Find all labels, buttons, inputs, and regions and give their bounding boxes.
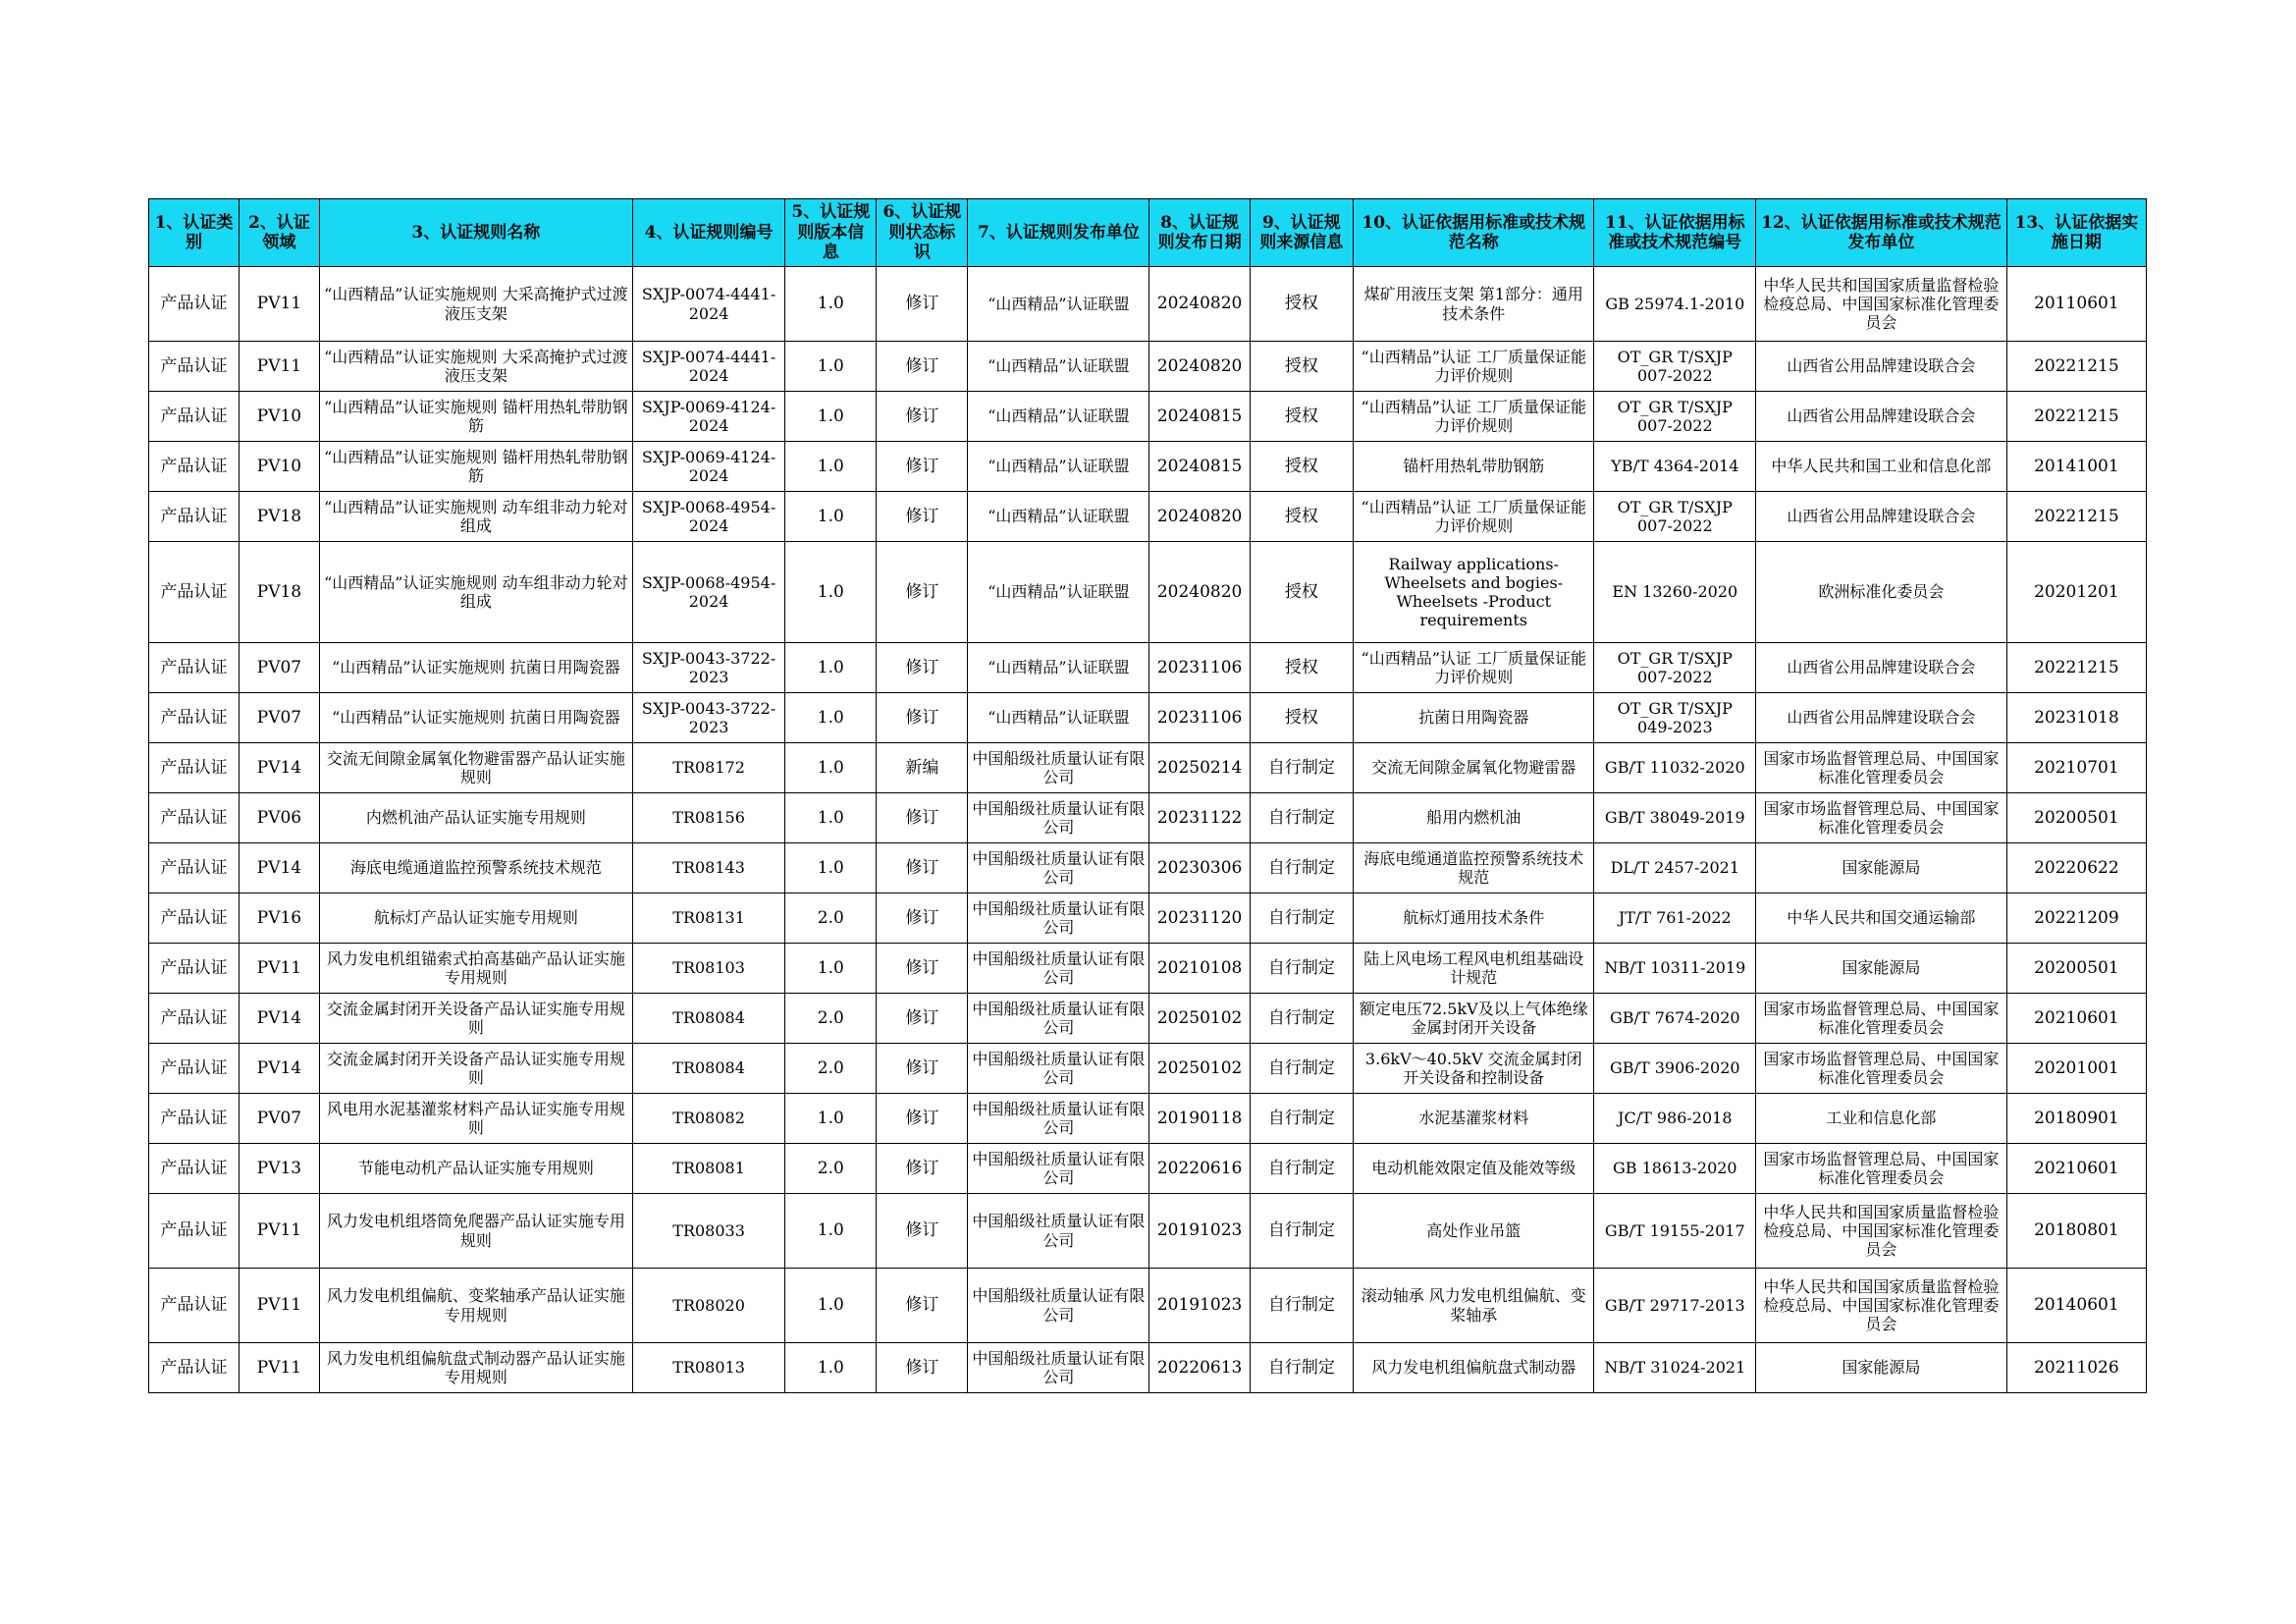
rule-code-cell: SXJP-0074-4441-2024 — [632, 267, 784, 342]
cert-type-cell: 产品认证 — [149, 492, 240, 542]
rule-status-cell: 修订 — [877, 944, 968, 994]
publish-date-cell: 20190118 — [1149, 1094, 1250, 1144]
standard-code-cell: EN 13260-2020 — [1594, 542, 1756, 643]
standard-code-cell: GB/T 19155-2017 — [1594, 1194, 1756, 1269]
cert-type-cell: 产品认证 — [149, 1094, 240, 1144]
cert-type-cell: 产品认证 — [149, 392, 240, 442]
rule-code-cell: TR08131 — [632, 893, 784, 944]
rule-status-cell: 修订 — [877, 442, 968, 492]
effective-date-cell: 20201001 — [2006, 1044, 2146, 1094]
publisher-cell: “山西精品”认证联盟 — [968, 267, 1149, 342]
cert-type-cell: 产品认证 — [149, 442, 240, 492]
standard-name-cell: 航标灯通用技术条件 — [1354, 893, 1594, 944]
standard-name-cell: “山西精品”认证 工厂质量保证能力评价规则 — [1354, 643, 1594, 693]
standard-name-cell: 3.6kV～40.5kV 交流金属封闭开关设备和控制设备 — [1354, 1044, 1594, 1094]
cert-field-cell: PV13 — [240, 1144, 320, 1194]
publish-date-cell: 20191023 — [1149, 1269, 1250, 1343]
rule-name-cell: 风力发电机组偏航盘式制动器产品认证实施专用规则 — [319, 1343, 632, 1393]
rule-status-cell: 修订 — [877, 542, 968, 643]
standard-name-cell: “山西精品”认证 工厂质量保证能力评价规则 — [1354, 342, 1594, 392]
publisher-cell: 中国船级社质量认证有限公司 — [968, 743, 1149, 793]
table-body — [149, 267, 2147, 1393]
rule-version-cell: 1.0 — [785, 693, 877, 743]
standard-code-cell: OT_GR T/SXJP 007-2022 — [1594, 643, 1756, 693]
cert-type-cell: 产品认证 — [149, 643, 240, 693]
source-info-cell: 授权 — [1250, 693, 1353, 743]
publish-date-cell: 20250102 — [1149, 1044, 1250, 1094]
cert-field-cell: PV18 — [240, 492, 320, 542]
rule-code-cell: TR08172 — [632, 743, 784, 793]
standard-name-cell: “山西精品”认证 工厂质量保证能力评价规则 — [1354, 392, 1594, 442]
cert-field-cell: PV10 — [240, 392, 320, 442]
effective-date-cell: 20221215 — [2006, 342, 2146, 392]
source-info-cell: 自行制定 — [1250, 793, 1353, 843]
rule-code-cell: TR08082 — [632, 1094, 784, 1144]
rule-version-cell: 2.0 — [785, 1044, 877, 1094]
rule-code-cell: SXJP-0074-4441-2024 — [632, 342, 784, 392]
rule-name-cell: “山西精品”认证实施规则 动车组非动力轮对组成 — [319, 492, 632, 542]
effective-date-cell: 20211026 — [2006, 1343, 2146, 1393]
standard-name-cell: 抗菌日用陶瓷器 — [1354, 693, 1594, 743]
standard-publisher-cell: 国家能源局 — [1756, 843, 2007, 893]
rule-code-cell: SXJP-0043-3722-2023 — [632, 693, 784, 743]
publisher-cell: “山西精品”认证联盟 — [968, 342, 1149, 392]
standard-code-cell: GB/T 3906-2020 — [1594, 1044, 1756, 1094]
standard-name-cell: 水泥基灌浆材料 — [1354, 1094, 1594, 1144]
table-row — [149, 743, 2147, 793]
publisher-cell: 中国船级社质量认证有限公司 — [968, 994, 1149, 1044]
rule-name-cell: “山西精品”认证实施规则 抗菌日用陶瓷器 — [319, 693, 632, 743]
source-info-cell: 自行制定 — [1250, 893, 1353, 944]
standard-publisher-cell: 中华人民共和国国家质量监督检验检疫总局、中国国家标准化管理委员会 — [1756, 1269, 2007, 1343]
header-cell: 8、认证规则发布日期 — [1149, 199, 1250, 267]
effective-date-cell: 20180801 — [2006, 1194, 2146, 1269]
source-info-cell: 自行制定 — [1250, 1144, 1353, 1194]
publish-date-cell: 20240815 — [1149, 392, 1250, 442]
publisher-cell: 中国船级社质量认证有限公司 — [968, 793, 1149, 843]
publish-date-cell: 20230306 — [1149, 843, 1250, 893]
source-info-cell: 自行制定 — [1250, 1269, 1353, 1343]
cert-type-cell: 产品认证 — [149, 1269, 240, 1343]
cert-field-cell: PV11 — [240, 1194, 320, 1269]
table-row — [149, 1094, 2147, 1144]
cert-type-cell: 产品认证 — [149, 793, 240, 843]
cert-field-cell: PV11 — [240, 1343, 320, 1393]
cert-field-cell: PV11 — [240, 342, 320, 392]
standard-publisher-cell: 国家市场监督管理总局、中国国家标准化管理委员会 — [1756, 793, 2007, 843]
standard-publisher-cell: 中华人民共和国国家质量监督检验检疫总局、中国国家标准化管理委员会 — [1756, 267, 2007, 342]
cert-type-cell: 产品认证 — [149, 267, 240, 342]
standard-publisher-cell: 山西省公用品牌建设联合会 — [1756, 643, 2007, 693]
effective-date-cell: 20221215 — [2006, 643, 2146, 693]
rule-name-cell: 节能电动机产品认证实施专用规则 — [319, 1144, 632, 1194]
cert-type-cell: 产品认证 — [149, 994, 240, 1044]
cert-type-cell: 产品认证 — [149, 1343, 240, 1393]
effective-date-cell: 20221215 — [2006, 392, 2146, 442]
cert-field-cell: PV07 — [240, 1094, 320, 1144]
rule-name-cell: 风力发电机组偏航、变桨轴承产品认证实施专用规则 — [319, 1269, 632, 1343]
rule-status-cell: 修订 — [877, 392, 968, 442]
rule-name-cell: “山西精品”认证实施规则 抗菌日用陶瓷器 — [319, 643, 632, 693]
standard-name-cell: “山西精品”认证 工厂质量保证能力评价规则 — [1354, 492, 1594, 542]
source-info-cell: 授权 — [1250, 442, 1353, 492]
source-info-cell: 授权 — [1250, 492, 1353, 542]
effective-date-cell: 20221215 — [2006, 492, 2146, 542]
publisher-cell: 中国船级社质量认证有限公司 — [968, 1343, 1149, 1393]
rule-code-cell: TR08156 — [632, 793, 784, 843]
cert-field-cell: PV06 — [240, 793, 320, 843]
rule-status-cell: 修订 — [877, 1194, 968, 1269]
rule-status-cell: 修订 — [877, 893, 968, 944]
standard-publisher-cell: 工业和信息化部 — [1756, 1094, 2007, 1144]
rule-status-cell: 新编 — [877, 743, 968, 793]
header-cell: 5、认证规则版本信息 — [785, 199, 877, 267]
effective-date-cell: 20231018 — [2006, 693, 2146, 743]
standard-code-cell: GB 25974.1-2010 — [1594, 267, 1756, 342]
effective-date-cell: 20210601 — [2006, 1144, 2146, 1194]
rule-version-cell: 1.0 — [785, 342, 877, 392]
rule-name-cell: “山西精品”认证实施规则 大采高掩护式过渡液压支架 — [319, 267, 632, 342]
rule-code-cell: TR08020 — [632, 1269, 784, 1343]
standard-name-cell: 风力发电机组偏航盘式制动器 — [1354, 1343, 1594, 1393]
standard-name-cell: 电动机能效限定值及能效等级 — [1354, 1144, 1594, 1194]
publisher-cell: 中国船级社质量认证有限公司 — [968, 893, 1149, 944]
rule-version-cell: 1.0 — [785, 267, 877, 342]
rule-name-cell: 海底电缆通道监控预警系统技术规范 — [319, 843, 632, 893]
table-row — [149, 492, 2147, 542]
standard-code-cell: NB/T 10311-2019 — [1594, 944, 1756, 994]
cert-type-cell: 产品认证 — [149, 542, 240, 643]
source-info-cell: 自行制定 — [1250, 743, 1353, 793]
rule-status-cell: 修订 — [877, 1044, 968, 1094]
source-info-cell: 自行制定 — [1250, 1343, 1353, 1393]
rule-version-cell: 1.0 — [785, 1194, 877, 1269]
cert-field-cell: PV16 — [240, 893, 320, 944]
publish-date-cell: 20231120 — [1149, 893, 1250, 944]
rule-status-cell: 修订 — [877, 1144, 968, 1194]
standard-publisher-cell: 欧洲标准化委员会 — [1756, 542, 2007, 643]
publisher-cell: 中国船级社质量认证有限公司 — [968, 1194, 1149, 1269]
standard-code-cell: JC/T 986-2018 — [1594, 1094, 1756, 1144]
rule-code-cell: SXJP-0069-4124-2024 — [632, 442, 784, 492]
rule-status-cell: 修订 — [877, 843, 968, 893]
publish-date-cell: 20231106 — [1149, 693, 1250, 743]
rule-name-cell: 交流金属封闭开关设备产品认证实施专用规则 — [319, 994, 632, 1044]
cert-type-cell: 产品认证 — [149, 693, 240, 743]
standard-publisher-cell: 国家市场监督管理总局、中国国家标准化管理委员会 — [1756, 1144, 2007, 1194]
rule-code-cell: SXJP-0069-4124-2024 — [632, 392, 784, 442]
cert-field-cell: PV14 — [240, 843, 320, 893]
standard-name-cell: 煤矿用液压支架 第1部分：通用技术条件 — [1354, 267, 1594, 342]
cert-field-cell: PV11 — [240, 944, 320, 994]
table-row — [149, 944, 2147, 994]
rule-version-cell: 1.0 — [785, 492, 877, 542]
standard-publisher-cell: 山西省公用品牌建设联合会 — [1756, 342, 2007, 392]
publish-date-cell: 20220613 — [1149, 1343, 1250, 1393]
effective-date-cell: 20141001 — [2006, 442, 2146, 492]
standard-code-cell: GB/T 7674-2020 — [1594, 994, 1756, 1044]
table-row — [149, 392, 2147, 442]
header-cell: 10、认证依据用标准或技术规范名称 — [1354, 199, 1594, 267]
table-row — [149, 1144, 2147, 1194]
source-info-cell: 自行制定 — [1250, 944, 1353, 994]
standard-code-cell: JT/T 761-2022 — [1594, 893, 1756, 944]
table-row — [149, 643, 2147, 693]
rule-version-cell: 1.0 — [785, 542, 877, 643]
cert-field-cell: PV14 — [240, 743, 320, 793]
table-row — [149, 1343, 2147, 1393]
source-info-cell: 自行制定 — [1250, 1094, 1353, 1144]
cert-field-cell: PV11 — [240, 267, 320, 342]
publisher-cell: “山西精品”认证联盟 — [968, 392, 1149, 442]
publish-date-cell: 20250102 — [1149, 994, 1250, 1044]
standard-code-cell: DL/T 2457-2021 — [1594, 843, 1756, 893]
rule-code-cell: TR08084 — [632, 1044, 784, 1094]
rule-name-cell: 交流金属封闭开关设备产品认证实施专用规则 — [319, 1044, 632, 1094]
rule-code-cell: TR08033 — [632, 1194, 784, 1269]
publisher-cell: 中国船级社质量认证有限公司 — [968, 843, 1149, 893]
cert-field-cell: PV07 — [240, 643, 320, 693]
publisher-cell: 中国船级社质量认证有限公司 — [968, 1269, 1149, 1343]
publish-date-cell: 20240820 — [1149, 342, 1250, 392]
source-info-cell: 授权 — [1250, 342, 1353, 392]
header-cell: 1、认证类别 — [149, 199, 240, 267]
effective-date-cell: 20200501 — [2006, 793, 2146, 843]
rule-name-cell: 风力发电机组塔筒免爬器产品认证实施专用规则 — [319, 1194, 632, 1269]
rule-name-cell: 内燃机油产品认证实施专用规则 — [319, 793, 632, 843]
source-info-cell: 自行制定 — [1250, 1044, 1353, 1094]
header-cell: 7、认证规则发布单位 — [968, 199, 1149, 267]
standard-code-cell: YB/T 4364-2014 — [1594, 442, 1756, 492]
rule-status-cell: 修订 — [877, 643, 968, 693]
header-cell: 2、认证领域 — [240, 199, 320, 267]
standard-code-cell: GB 18613-2020 — [1594, 1144, 1756, 1194]
standard-publisher-cell: 国家市场监督管理总局、中国国家标准化管理委员会 — [1756, 743, 2007, 793]
publisher-cell: “山西精品”认证联盟 — [968, 492, 1149, 542]
header-cell: 3、认证规则名称 — [319, 199, 632, 267]
cert-type-cell: 产品认证 — [149, 893, 240, 944]
cert-field-cell: PV18 — [240, 542, 320, 643]
standard-name-cell: 滚动轴承 风力发电机组偏航、变桨轴承 — [1354, 1269, 1594, 1343]
cert-type-cell: 产品认证 — [149, 1044, 240, 1094]
rule-code-cell: TR08084 — [632, 994, 784, 1044]
table-row — [149, 893, 2147, 944]
rule-status-cell: 修订 — [877, 793, 968, 843]
table-row — [149, 1194, 2147, 1269]
publish-date-cell: 20210108 — [1149, 944, 1250, 994]
publish-date-cell: 20250214 — [1149, 743, 1250, 793]
effective-date-cell: 20180901 — [2006, 1094, 2146, 1144]
table-row — [149, 793, 2147, 843]
standard-code-cell: GB/T 38049-2019 — [1594, 793, 1756, 843]
rule-code-cell: SXJP-0068-4954-2024 — [632, 492, 784, 542]
cert-field-cell: PV14 — [240, 1044, 320, 1094]
table-row — [149, 843, 2147, 893]
standard-publisher-cell: 国家能源局 — [1756, 944, 2007, 994]
rule-version-cell: 1.0 — [785, 643, 877, 693]
standard-name-cell: 额定电压72.5kV及以上气体绝缘金属封闭开关设备 — [1354, 994, 1594, 1044]
source-info-cell: 授权 — [1250, 643, 1353, 693]
rule-status-cell: 修订 — [877, 994, 968, 1044]
cert-type-cell: 产品认证 — [149, 1194, 240, 1269]
effective-date-cell: 20201201 — [2006, 542, 2146, 643]
effective-date-cell: 20221209 — [2006, 893, 2146, 944]
rule-status-cell: 修订 — [877, 492, 968, 542]
publish-date-cell: 20231122 — [1149, 793, 1250, 843]
standard-name-cell: 交流无间隙金属氧化物避雷器 — [1354, 743, 1594, 793]
source-info-cell: 授权 — [1250, 267, 1353, 342]
rule-version-cell: 1.0 — [785, 1269, 877, 1343]
rule-version-cell: 1.0 — [785, 944, 877, 994]
publisher-cell: “山西精品”认证联盟 — [968, 643, 1149, 693]
source-info-cell: 自行制定 — [1250, 994, 1353, 1044]
rule-version-cell: 2.0 — [785, 893, 877, 944]
cert-type-cell: 产品认证 — [149, 944, 240, 994]
cert-type-cell: 产品认证 — [149, 743, 240, 793]
effective-date-cell: 20110601 — [2006, 267, 2146, 342]
effective-date-cell: 20200501 — [2006, 944, 2146, 994]
standard-publisher-cell: 中华人民共和国交通运输部 — [1756, 893, 2007, 944]
header-cell: 6、认证规则状态标识 — [877, 199, 968, 267]
standard-publisher-cell: 山西省公用品牌建设联合会 — [1756, 392, 2007, 442]
standard-code-cell: OT_GR T/SXJP 007-2022 — [1594, 492, 1756, 542]
cert-type-cell: 产品认证 — [149, 342, 240, 392]
rule-status-cell: 修订 — [877, 1269, 968, 1343]
standard-code-cell: OT_GR T/SXJP 007-2022 — [1594, 342, 1756, 392]
effective-date-cell: 20140601 — [2006, 1269, 2146, 1343]
rule-name-cell: 风力发电机组锚索式拍高基础产品认证实施专用规则 — [319, 944, 632, 994]
rule-version-cell: 2.0 — [785, 1144, 877, 1194]
source-info-cell: 授权 — [1250, 392, 1353, 442]
publish-date-cell: 20240820 — [1149, 267, 1250, 342]
rule-version-cell: 2.0 — [785, 994, 877, 1044]
standard-code-cell: OT_GR T/SXJP 049-2023 — [1594, 693, 1756, 743]
publisher-cell: “山西精品”认证联盟 — [968, 442, 1149, 492]
certification-rules-table — [148, 198, 2147, 1393]
rule-name-cell: “山西精品”认证实施规则 动车组非动力轮对组成 — [319, 542, 632, 643]
rule-status-cell: 修订 — [877, 693, 968, 743]
publish-date-cell: 20240820 — [1149, 492, 1250, 542]
rule-name-cell: “山西精品”认证实施规则 锚杆用热轧带肋钢筋 — [319, 392, 632, 442]
rule-version-cell: 1.0 — [785, 1343, 877, 1393]
rule-code-cell: TR08143 — [632, 843, 784, 893]
standard-code-cell: GB/T 29717-2013 — [1594, 1269, 1756, 1343]
rule-status-cell: 修订 — [877, 267, 968, 342]
standard-publisher-cell: 山西省公用品牌建设联合会 — [1756, 492, 2007, 542]
header-cell: 13、认证依据实施日期 — [2006, 199, 2146, 267]
table-row — [149, 693, 2147, 743]
rule-version-cell: 1.0 — [785, 442, 877, 492]
rule-status-cell: 修订 — [877, 342, 968, 392]
standard-code-cell: GB/T 11032-2020 — [1594, 743, 1756, 793]
rule-name-cell: “山西精品”认证实施规则 大采高掩护式过渡液压支架 — [319, 342, 632, 392]
cert-field-cell: PV14 — [240, 994, 320, 1044]
standard-name-cell: 锚杆用热轧带肋钢筋 — [1354, 442, 1594, 492]
standard-publisher-cell: 中华人民共和国国家质量监督检验检疫总局、中国国家标准化管理委员会 — [1756, 1194, 2007, 1269]
standard-name-cell: 船用内燃机油 — [1354, 793, 1594, 843]
source-info-cell: 授权 — [1250, 542, 1353, 643]
source-info-cell: 自行制定 — [1250, 1194, 1353, 1269]
rule-status-cell: 修订 — [877, 1343, 968, 1393]
rule-version-cell: 1.0 — [785, 1094, 877, 1144]
header-cell: 9、认证规则来源信息 — [1250, 199, 1353, 267]
standard-name-cell: Railway applications-Wheelsets and bogies-Wheelsets -Product requirements — [1354, 542, 1594, 643]
publisher-cell: 中国船级社质量认证有限公司 — [968, 1144, 1149, 1194]
effective-date-cell: 20210701 — [2006, 743, 2146, 793]
source-info-cell: 自行制定 — [1250, 843, 1353, 893]
standard-publisher-cell: 国家市场监督管理总局、中国国家标准化管理委员会 — [1756, 994, 2007, 1044]
rule-code-cell: SXJP-0043-3722-2023 — [632, 643, 784, 693]
standard-name-cell: 陆上风电场工程风电机组基础设计规范 — [1354, 944, 1594, 994]
table-row — [149, 267, 2147, 342]
effective-date-cell: 20210601 — [2006, 994, 2146, 1044]
header-row — [149, 199, 2147, 267]
header-cell: 4、认证规则编号 — [632, 199, 784, 267]
publish-date-cell: 20240815 — [1149, 442, 1250, 492]
standard-name-cell: 高处作业吊篮 — [1354, 1194, 1594, 1269]
rule-version-cell: 1.0 — [785, 392, 877, 442]
standard-publisher-cell: 中华人民共和国工业和信息化部 — [1756, 442, 2007, 492]
effective-date-cell: 20220622 — [2006, 843, 2146, 893]
rule-code-cell: TR08103 — [632, 944, 784, 994]
rule-version-cell: 1.0 — [785, 743, 877, 793]
standard-publisher-cell: 国家市场监督管理总局、中国国家标准化管理委员会 — [1756, 1044, 2007, 1094]
rule-code-cell: TR08013 — [632, 1343, 784, 1393]
publisher-cell: 中国船级社质量认证有限公司 — [968, 1094, 1149, 1144]
table-row — [149, 1269, 2147, 1343]
cert-type-cell: 产品认证 — [149, 1144, 240, 1194]
header-cell: 11、认证依据用标准或技术规范编号 — [1594, 199, 1756, 267]
header-cell: 12、认证依据用标准或技术规范发布单位 — [1756, 199, 2007, 267]
standard-publisher-cell: 国家能源局 — [1756, 1343, 2007, 1393]
cert-type-cell: 产品认证 — [149, 843, 240, 893]
rule-version-cell: 1.0 — [785, 793, 877, 843]
standard-publisher-cell: 山西省公用品牌建设联合会 — [1756, 693, 2007, 743]
rule-name-cell: 航标灯产品认证实施专用规则 — [319, 893, 632, 944]
standard-code-cell: NB/T 31024-2021 — [1594, 1343, 1756, 1393]
publisher-cell: “山西精品”认证联盟 — [968, 542, 1149, 643]
table-row — [149, 442, 2147, 492]
cert-field-cell: PV07 — [240, 693, 320, 743]
publish-date-cell: 20191023 — [1149, 1194, 1250, 1269]
publisher-cell: “山西精品”认证联盟 — [968, 693, 1149, 743]
rule-name-cell: 交流无间隙金属氧化物避雷器产品认证实施规则 — [319, 743, 632, 793]
rule-code-cell: TR08081 — [632, 1144, 784, 1194]
publisher-cell: 中国船级社质量认证有限公司 — [968, 944, 1149, 994]
publish-date-cell: 20220616 — [1149, 1144, 1250, 1194]
cert-field-cell: PV10 — [240, 442, 320, 492]
table-row — [149, 542, 2147, 643]
publish-date-cell: 20231106 — [1149, 643, 1250, 693]
table-row — [149, 1044, 2147, 1094]
table-row — [149, 342, 2147, 392]
publish-date-cell: 20240820 — [1149, 542, 1250, 643]
rule-status-cell: 修订 — [877, 1094, 968, 1144]
rule-version-cell: 1.0 — [785, 843, 877, 893]
rule-name-cell: 风电用水泥基灌浆材料产品认证实施专用规则 — [319, 1094, 632, 1144]
rule-code-cell: SXJP-0068-4954-2024 — [632, 542, 784, 643]
rule-name-cell: “山西精品”认证实施规则 锚杆用热轧带肋钢筋 — [319, 442, 632, 492]
table-row — [149, 994, 2147, 1044]
publisher-cell: 中国船级社质量认证有限公司 — [968, 1044, 1149, 1094]
standard-name-cell: 海底电缆通道监控预警系统技术规范 — [1354, 843, 1594, 893]
standard-code-cell: OT_GR T/SXJP 007-2022 — [1594, 392, 1756, 442]
cert-field-cell: PV11 — [240, 1269, 320, 1343]
